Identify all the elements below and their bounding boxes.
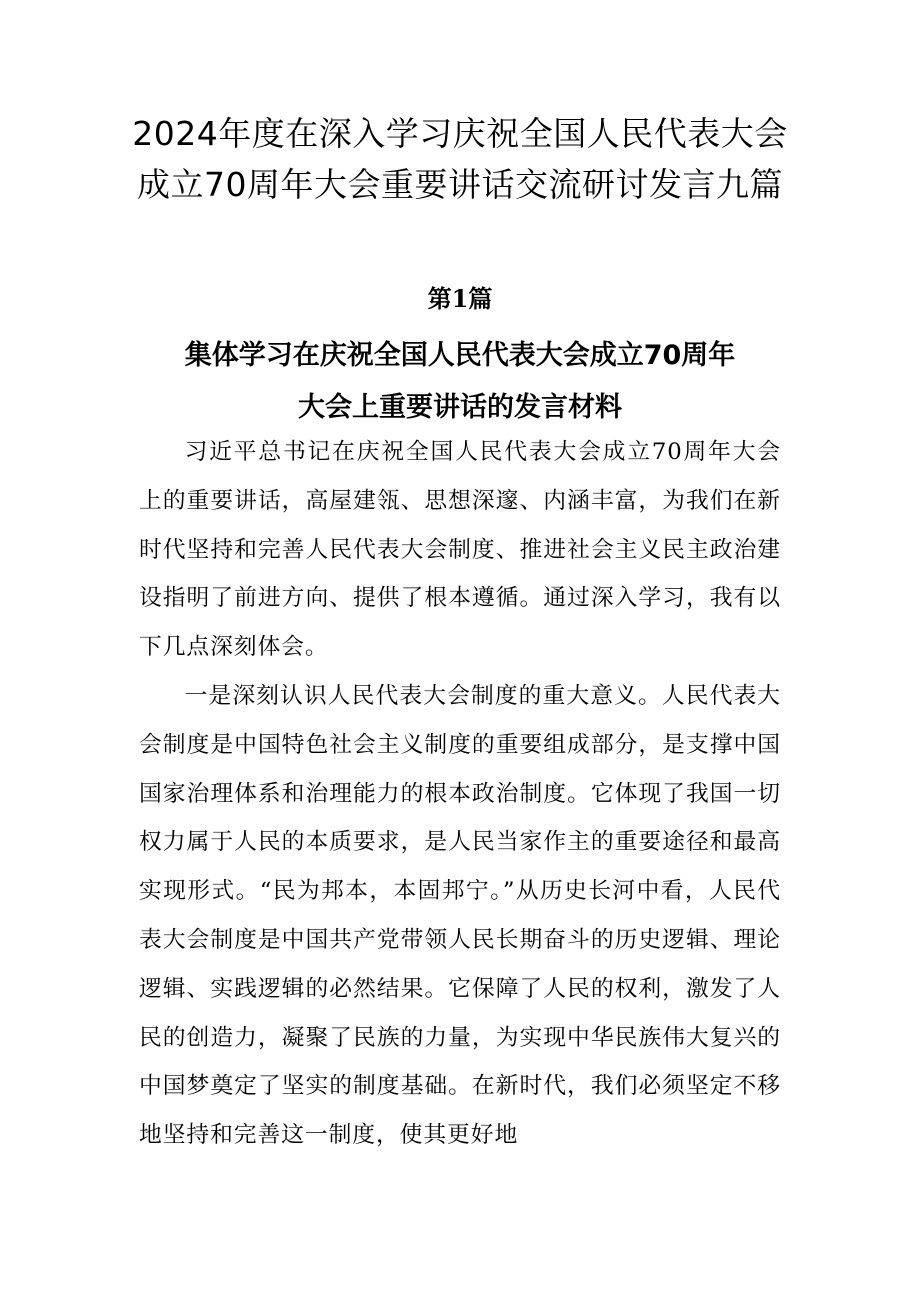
- document-title: 2024年度在深入学习庆祝全国人民代表大会成立70周年大会重要讲话交流研讨发言九篇: [132, 114, 788, 204]
- section-label: 第1篇: [427, 284, 493, 313]
- paragraph-1: 习近平总书记在庆祝全国人民代表大会成立70周年大会上的重要讲话，高屋建瓴、思想深邃、内涵丰富，为我们在新时代坚持和完善人民代表大会制度、推进社会主义民主政治建设指明了前进方向、提供了根本遵循。通过深入学习，我有以下几点深刻体会。: [139, 439, 781, 661]
- paragraph-2: 一是深刻认识人民代表大会制度的重大意义。人民代表大会制度是中国特色社会主义制度的重要组成部分，是支撑中国国家治理体系和治理能力的根本政治制度。它体现了我国一切权力属于人民的本质要求，是人民当家作主的重要途径和最高实现形式。“民为邦本，本固邦宁。”从历史长河中看，人民代表大会制度是中国共产党带领人民长期奋斗的历史逻辑、理论逻辑、实践逻辑的必然结果。它保障了人民的权利，激发了人民的创造力，凝聚了民族的力量，为实现中华民族伟大复兴的中国梦奠定了坚实的制度基础。在新时代，我们必须坚定不移地坚持和完善这一制度，使其更好地: [139, 682, 781, 1149]
- article-title-line-1: 集体学习在庆祝全国人民代表大会成立70周年: [184, 340, 736, 371]
- article-title-line-2: 大会上重要讲话的发言材料: [298, 392, 622, 423]
- body-text: [139, 428, 781, 1160]
- article-title: [120, 330, 800, 434]
